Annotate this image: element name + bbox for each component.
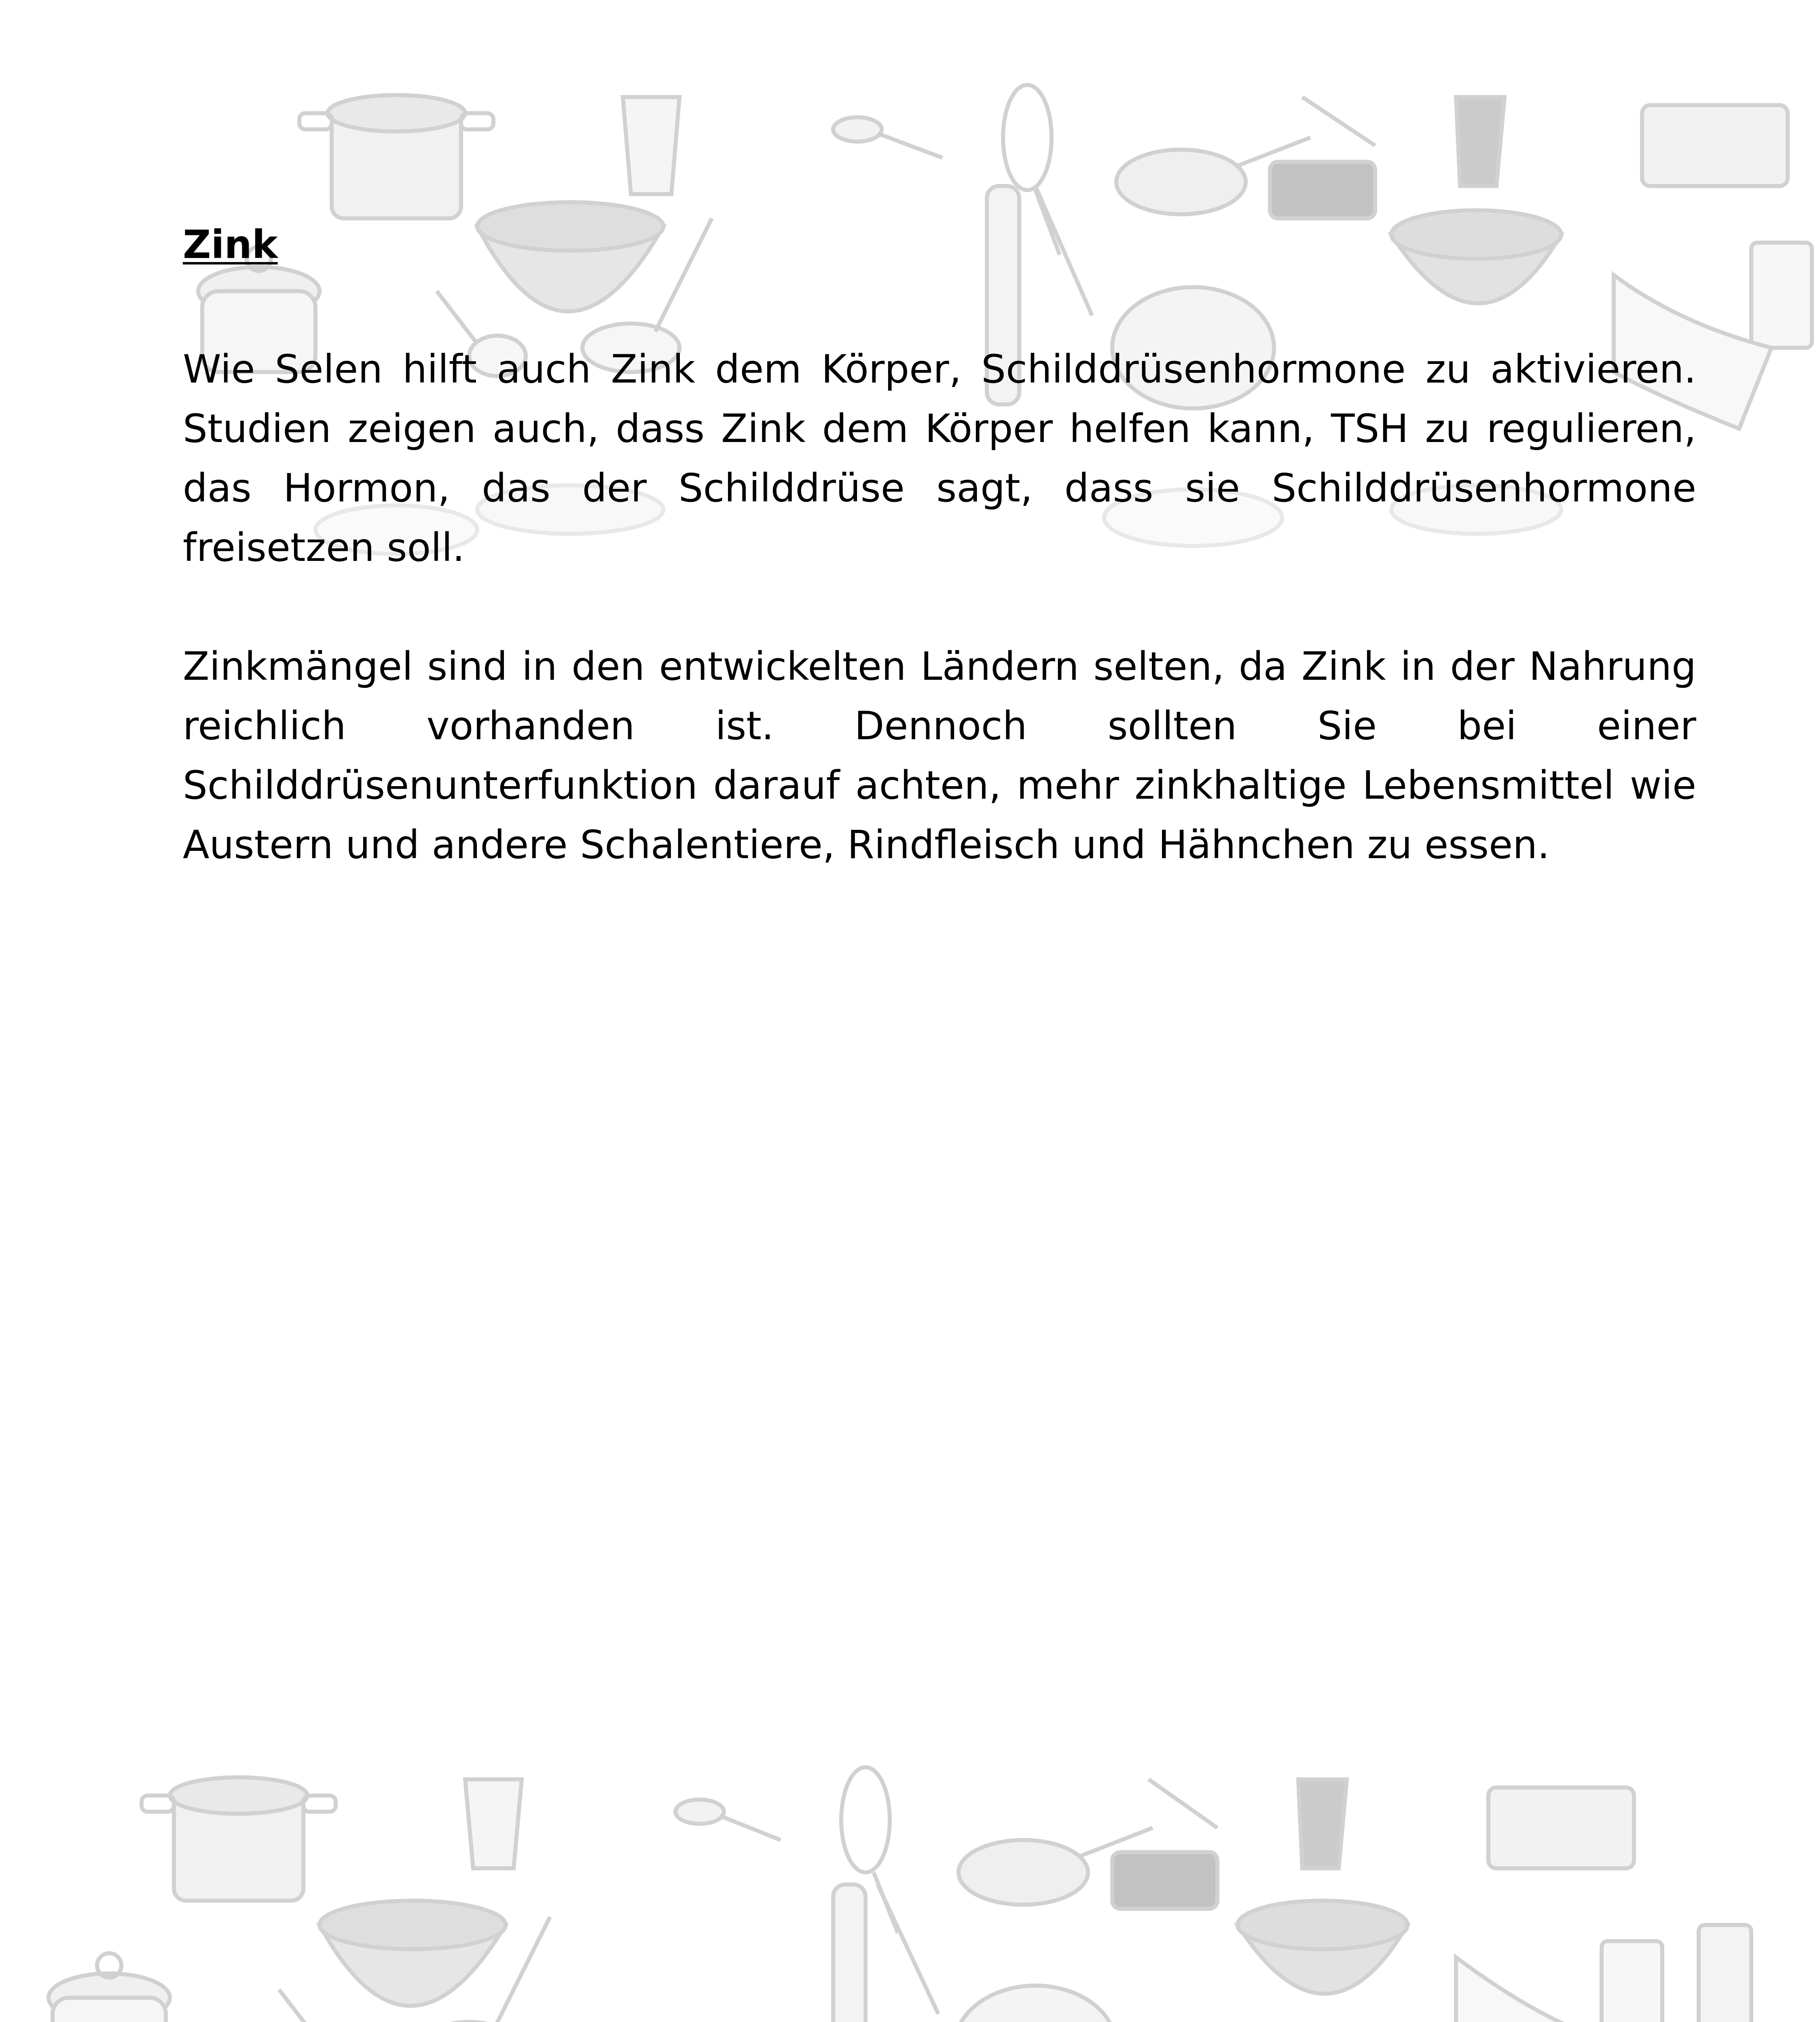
glass-icon	[465, 1779, 522, 1868]
section-heading: Zink	[183, 222, 278, 267]
whisk-icon	[841, 1767, 898, 1933]
ladle-icon	[421, 1917, 550, 2022]
bowl-icon	[1238, 1901, 1407, 1994]
frying-pan-icon	[954, 1828, 1153, 2022]
spoon-icon	[833, 117, 942, 158]
paragraph: Zinkmängel sind in den entwickelten Ländern selten, da Zink in der Nahrung reichlich vorhanden ist. Dennoch sollten Sie bei einer Schilddrüsenunterfunktion darauf achten, mehr zinkhaltige Lebensmittel wie Austern und andere Schalentiere, Rindfleisch und Hähnchen zu essen.	[183, 644, 1696, 867]
cutting-board-icon	[1112, 1852, 1217, 1909]
covered-pot-icon	[49, 1953, 170, 2022]
paragraph: Wie Selen hilft auch Zink dem Körper, Schilddrüsenhormone zu aktivieren. Studien zeigen auch, dass Zink dem Körper helfen kann, TSH zu regulieren, das Hormon, das der Schilddrüse sagt, dass sie Schilddrüsenhormone freisetzen soll.	[183, 347, 1696, 570]
calculator-icon	[1602, 1941, 1662, 2022]
spoon-icon	[675, 1800, 781, 1840]
rolling-pin-icon	[833, 1885, 866, 2022]
cutting-board-icon	[1270, 162, 1375, 218]
grater-icon	[1699, 1925, 1751, 2022]
calculator-icon	[1751, 243, 1812, 348]
document-body	[183, 218, 1696, 934]
knife-icon	[878, 1779, 1217, 2014]
cooking-pot-icon	[142, 1777, 336, 1901]
cake-tin-icon	[1488, 1787, 1634, 1868]
bowl-icon	[320, 1901, 506, 2006]
glass-icon	[623, 97, 679, 194]
kitchen-utensils-decoration-bottom	[0, 1739, 1820, 2022]
skimmer-icon	[279, 1990, 368, 2022]
jug-icon	[1456, 97, 1505, 186]
cloth-icon	[1456, 1957, 1577, 2022]
cake-tin-icon	[1642, 105, 1788, 186]
jug-icon	[1298, 1779, 1347, 1868]
cooking-pot-icon	[299, 95, 493, 218]
